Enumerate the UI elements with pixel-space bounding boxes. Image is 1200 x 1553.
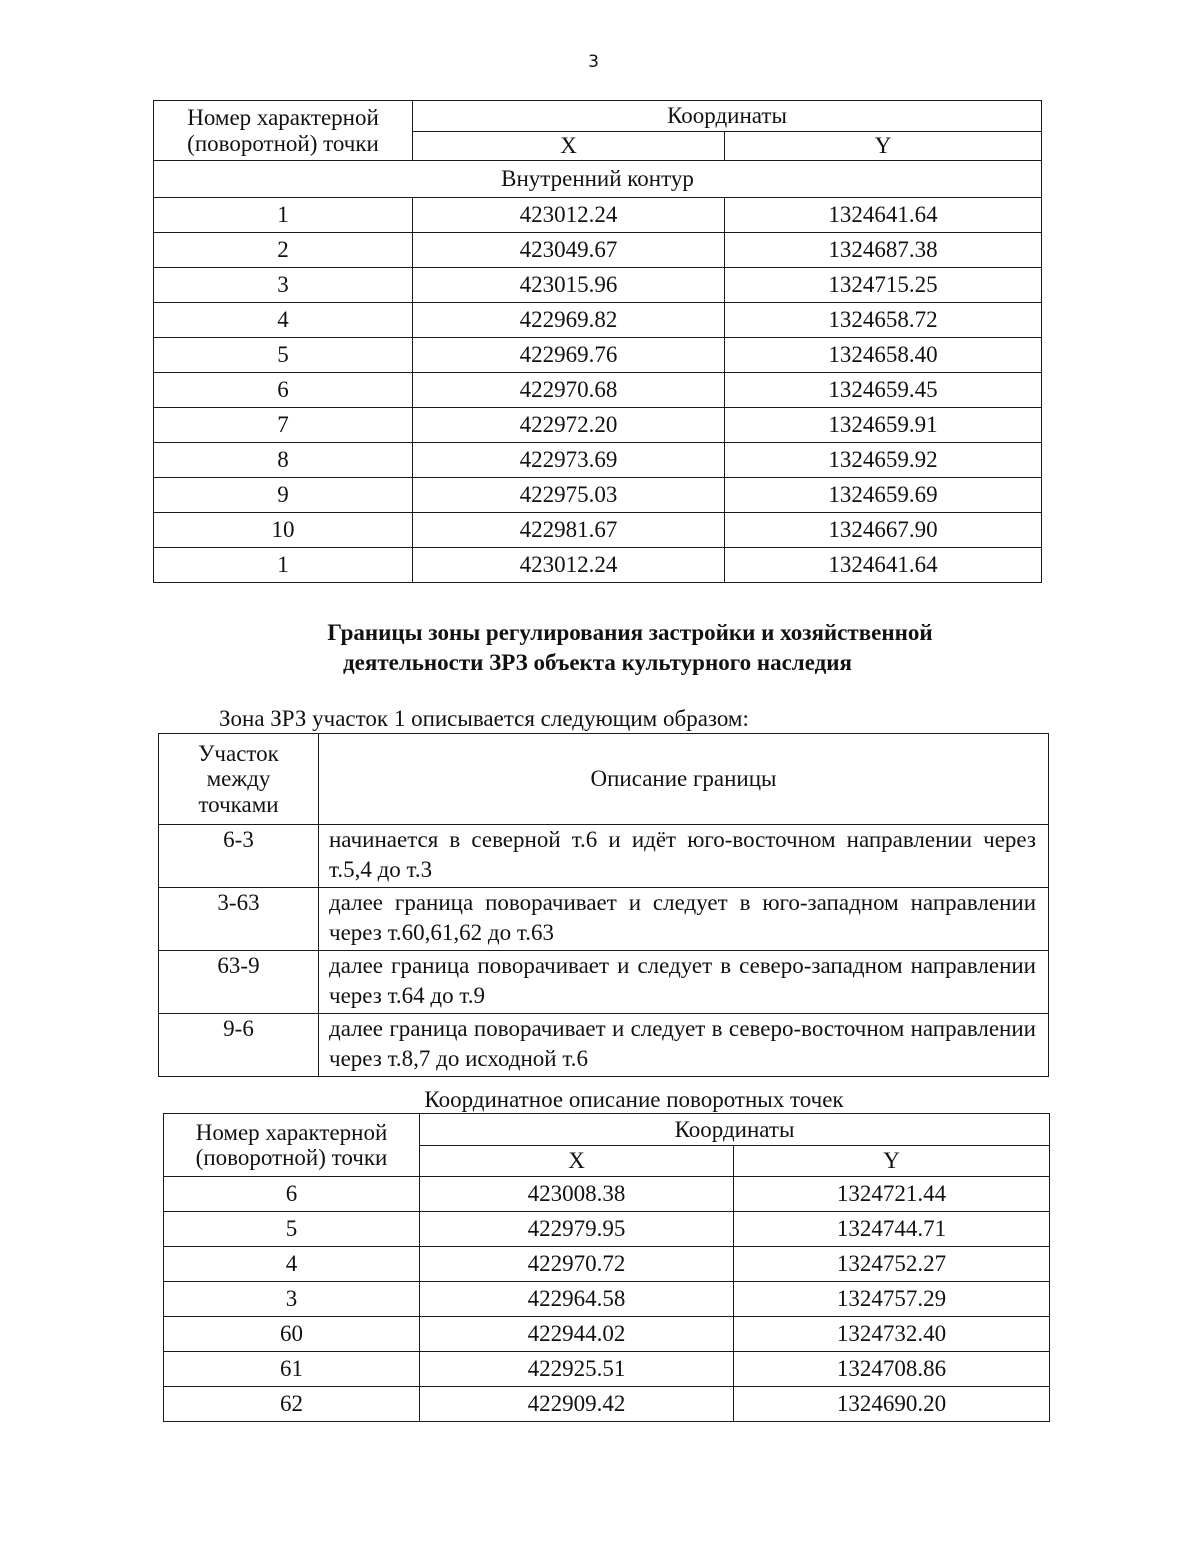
x-coordinate-cell: 422944.02 — [420, 1317, 734, 1352]
x-coordinate-cell: 422970.68 — [413, 373, 725, 408]
section-inner-contour: Внутренний контур — [154, 161, 1042, 198]
header-segment: Участок между точками — [159, 734, 319, 825]
y-coordinate-cell: 1324641.64 — [725, 198, 1042, 233]
coordinates-table-inner-contour — [153, 100, 1042, 583]
point-number-cell: 8 — [154, 443, 413, 478]
table-row — [164, 1387, 1050, 1422]
table-row — [164, 1247, 1050, 1282]
y-coordinate-cell: 1324708.86 — [734, 1352, 1050, 1387]
y-coordinate-cell: 1324687.38 — [725, 233, 1042, 268]
y-coordinate-cell: 1324659.69 — [725, 478, 1042, 513]
y-coordinate-cell: 1324659.45 — [725, 373, 1042, 408]
table-row — [154, 408, 1042, 443]
header-point-number: Номер характерной (поворотной) точки — [164, 1114, 420, 1177]
x-coordinate-cell: 422909.42 — [420, 1387, 734, 1422]
point-number-cell: 60 — [164, 1317, 420, 1352]
point-number-cell: 5 — [154, 338, 413, 373]
table1-body — [154, 198, 1042, 583]
header-x: X — [413, 132, 725, 161]
table-row — [154, 338, 1042, 373]
table-row — [159, 1014, 1049, 1077]
point-number-cell: 61 — [164, 1352, 420, 1387]
point-number-cell: 4 — [154, 303, 413, 338]
point-number-cell: 6 — [164, 1177, 420, 1212]
point-number-cell: 1 — [154, 198, 413, 233]
table-row — [154, 443, 1042, 478]
header-point-number: Номер характерной (поворотной) точки — [154, 101, 413, 161]
description-cell: далее граница поворачивает и следует в северо-восточном направлении через т.8,7 до исходной т.6 — [319, 1014, 1049, 1077]
y-coordinate-cell: 1324659.91 — [725, 408, 1042, 443]
x-coordinate-cell: 422970.72 — [420, 1247, 734, 1282]
table-row — [164, 1352, 1050, 1387]
y-coordinate-cell: 1324641.64 — [725, 548, 1042, 583]
x-coordinate-cell: 422979.95 — [420, 1212, 734, 1247]
y-coordinate-cell: 1324752.27 — [734, 1247, 1050, 1282]
table-row — [154, 233, 1042, 268]
header-description: Описание границы — [319, 734, 1049, 825]
segment-cell: 63-9 — [159, 951, 319, 1014]
x-coordinate-cell: 423049.67 — [413, 233, 725, 268]
point-number-cell: 1 — [154, 548, 413, 583]
coordinates-caption: Координатное описание поворотных точек — [424, 1087, 844, 1112]
header-y: Y — [734, 1146, 1050, 1177]
point-number-cell: 6 — [154, 373, 413, 408]
y-coordinate-cell: 1324690.20 — [734, 1387, 1050, 1422]
table-row — [154, 373, 1042, 408]
section-title-line-1: Границы зоны регулирования застройки и хозяйственной — [327, 620, 933, 645]
y-coordinate-cell: 1324744.71 — [734, 1212, 1050, 1247]
y-coordinate-cell: 1324757.29 — [734, 1282, 1050, 1317]
x-coordinate-cell: 423008.38 — [420, 1177, 734, 1212]
x-coordinate-cell: 422969.82 — [413, 303, 725, 338]
table-row — [154, 303, 1042, 338]
x-coordinate-cell: 422972.20 — [413, 408, 725, 443]
point-number-cell: 62 — [164, 1387, 420, 1422]
table-row — [154, 478, 1042, 513]
x-coordinate-cell: 422964.58 — [420, 1282, 734, 1317]
y-coordinate-cell: 1324715.25 — [725, 268, 1042, 303]
table-row — [154, 513, 1042, 548]
x-coordinate-cell: 422981.67 — [413, 513, 725, 548]
point-number-cell: 4 — [164, 1247, 420, 1282]
x-coordinate-cell: 422975.03 — [413, 478, 725, 513]
table-row — [154, 268, 1042, 303]
point-number-cell: 3 — [164, 1282, 420, 1317]
y-coordinate-cell: 1324659.92 — [725, 443, 1042, 478]
table-row — [159, 825, 1049, 888]
table-row — [164, 1212, 1050, 1247]
point-number-cell: 5 — [164, 1212, 420, 1247]
header-x: X — [420, 1146, 734, 1177]
x-coordinate-cell: 422925.51 — [420, 1352, 734, 1387]
y-coordinate-cell: 1324667.90 — [725, 513, 1042, 548]
segment-cell: 3-63 — [159, 888, 319, 951]
description-cell: далее граница поворачивает и следует в юго-западном направлении через т.60,61,62 до т.63 — [319, 888, 1049, 951]
table-row — [154, 548, 1042, 583]
desc-table-body — [159, 825, 1049, 1077]
y-coordinate-cell: 1324658.40 — [725, 338, 1042, 373]
x-coordinate-cell: 422973.69 — [413, 443, 725, 478]
header-coordinates: Координаты — [413, 101, 1042, 132]
table2-body — [164, 1177, 1050, 1422]
point-number-cell: 2 — [154, 233, 413, 268]
table-row — [159, 951, 1049, 1014]
y-coordinate-cell: 1324721.44 — [734, 1177, 1050, 1212]
point-number-cell: 9 — [154, 478, 413, 513]
table-row — [164, 1317, 1050, 1352]
y-coordinate-cell: 1324732.40 — [734, 1317, 1050, 1352]
page-number: 3 — [588, 52, 599, 72]
segment-cell: 6-3 — [159, 825, 319, 888]
table-row — [164, 1282, 1050, 1317]
header-y: Y — [725, 132, 1042, 161]
coordinates-table-turning-points — [163, 1113, 1050, 1422]
table-row — [159, 888, 1049, 951]
x-coordinate-cell: 423015.96 — [413, 268, 725, 303]
point-number-cell: 10 — [154, 513, 413, 548]
x-coordinate-cell: 423012.24 — [413, 198, 725, 233]
point-number-cell: 7 — [154, 408, 413, 443]
x-coordinate-cell: 423012.24 — [413, 548, 725, 583]
table-row — [154, 198, 1042, 233]
segment-cell: 9-6 — [159, 1014, 319, 1077]
y-coordinate-cell: 1324658.72 — [725, 303, 1042, 338]
zone-caption: Зона ЗРЗ участок 1 описывается следующим образом: — [219, 706, 749, 731]
table-row — [164, 1177, 1050, 1212]
x-coordinate-cell: 422969.76 — [413, 338, 725, 373]
section-title-line-2: деятельности ЗРЗ объекта культурного наследия — [343, 650, 852, 675]
description-cell: далее граница поворачивает и следует в северо-западном направлении через т.64 до т.9 — [319, 951, 1049, 1014]
boundary-description-table — [158, 733, 1049, 1077]
point-number-cell: 3 — [154, 268, 413, 303]
header-coordinates: Координаты — [420, 1114, 1050, 1146]
description-cell: начинается в северной т.6 и идёт юго-восточном направлении через т.5,4 до т.3 — [319, 825, 1049, 888]
